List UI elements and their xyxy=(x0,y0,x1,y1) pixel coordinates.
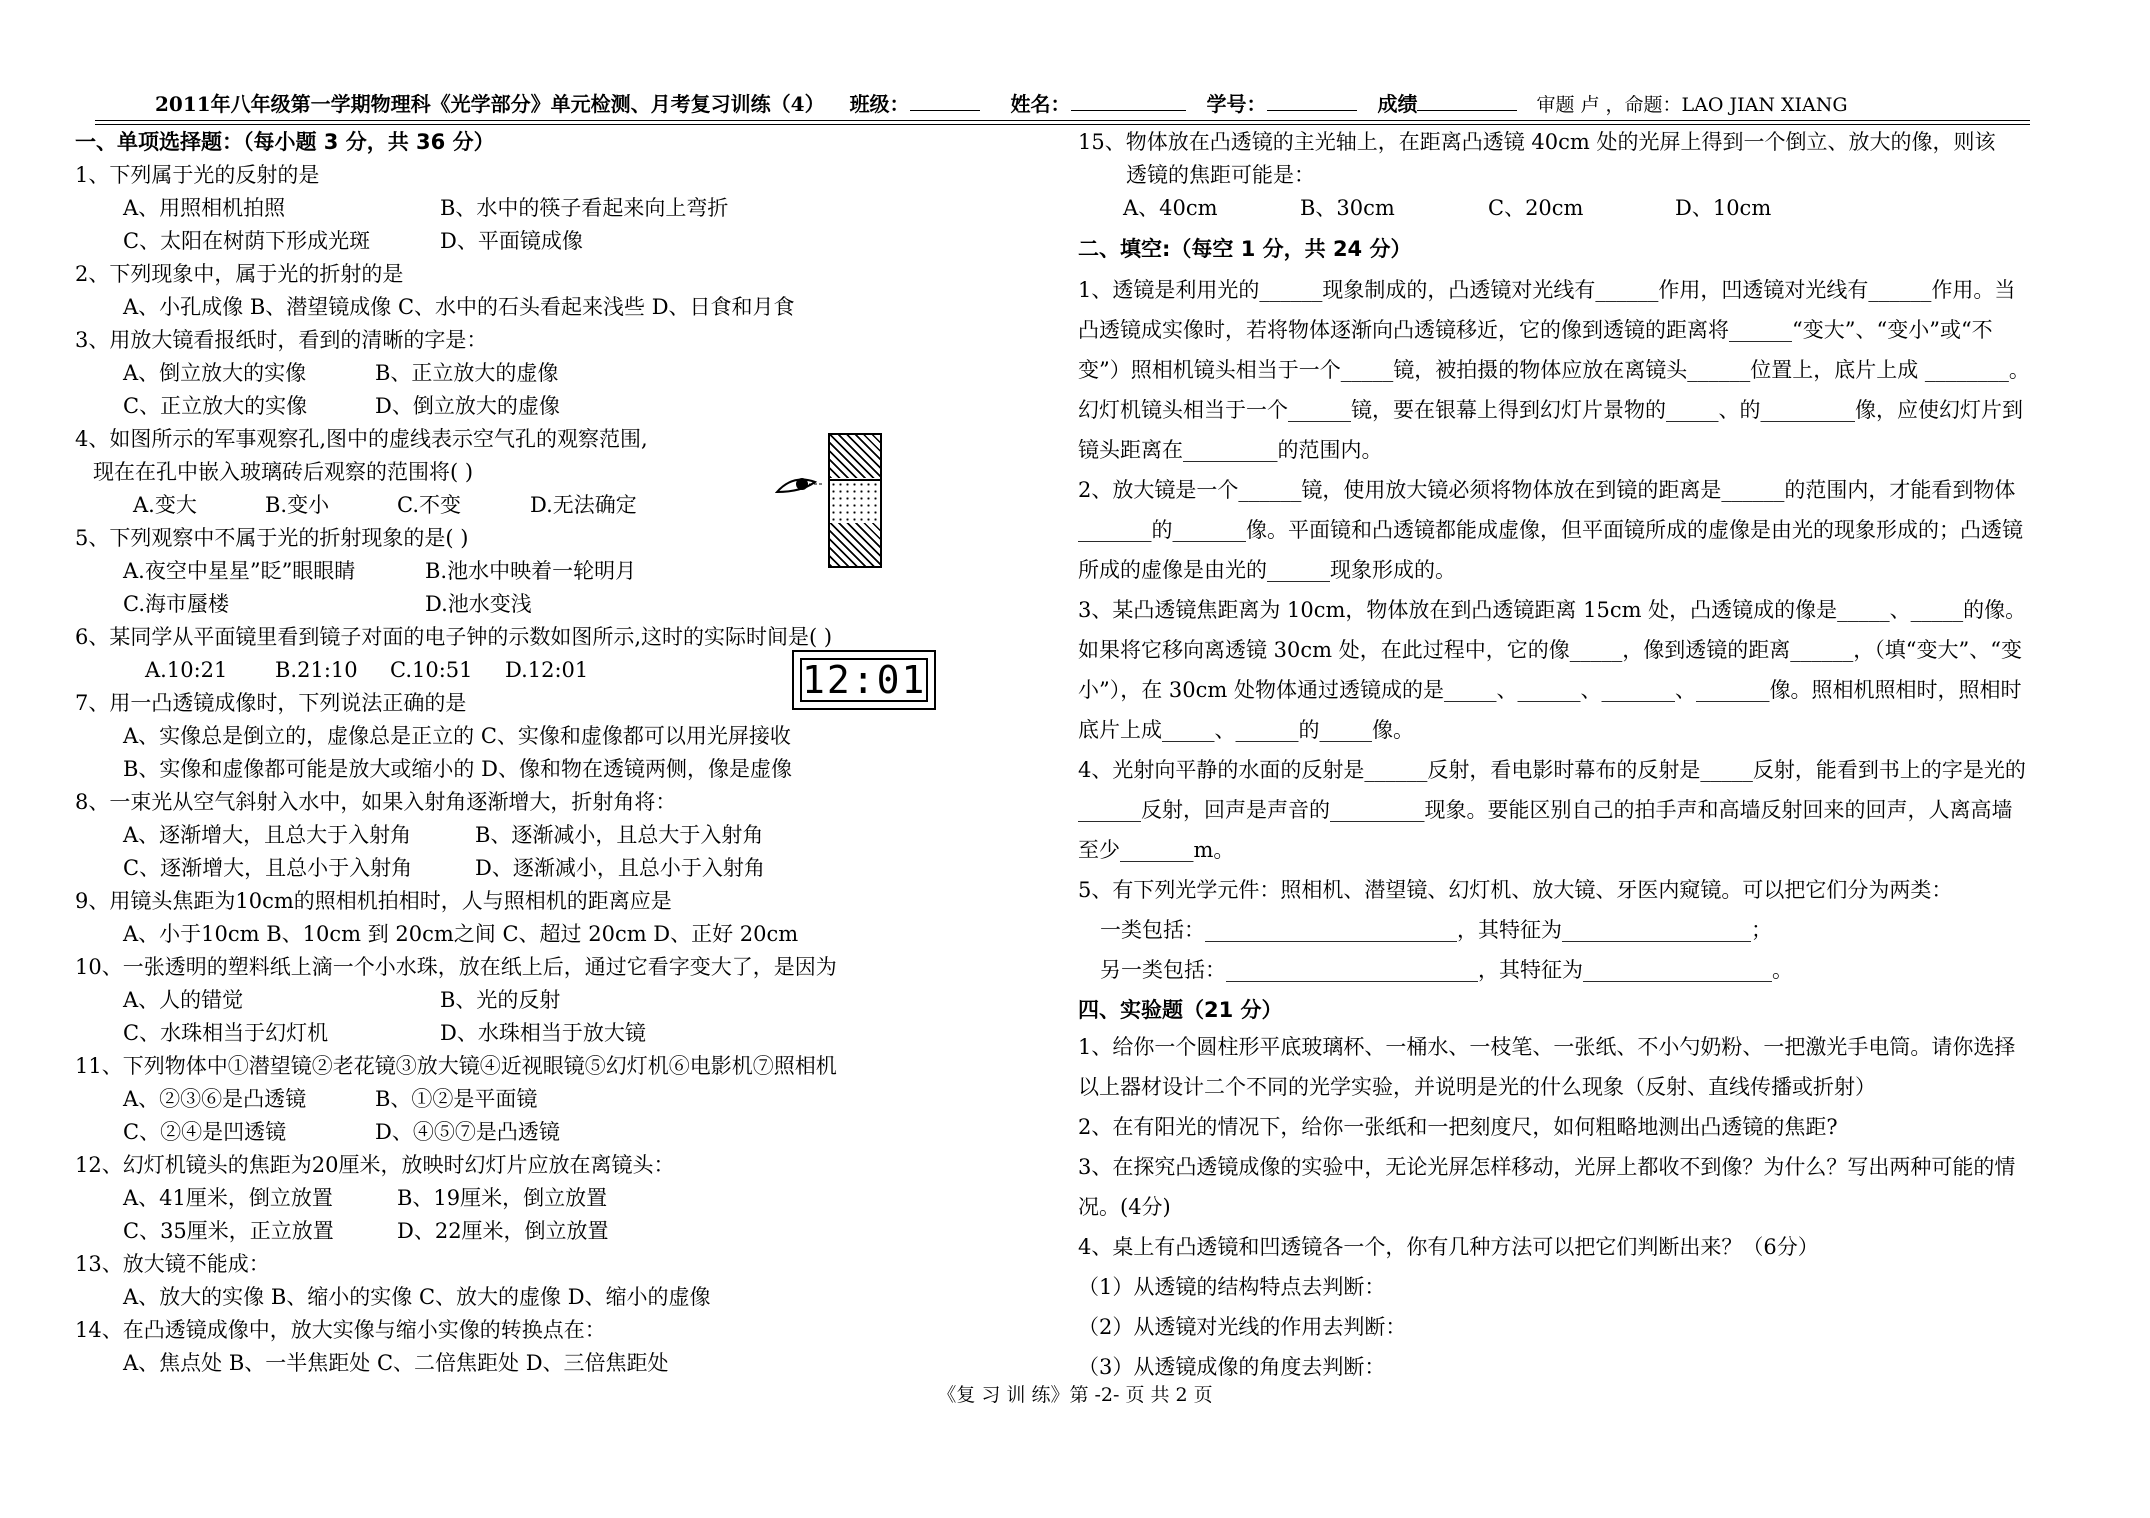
option-a: A.10:21 xyxy=(145,658,228,682)
name-label: 姓名： xyxy=(1010,92,1071,116)
question-stem: 8、一束光从空气斜射入水中，如果入射角逐渐增大，折射角将： xyxy=(75,790,677,814)
question-stem: 10、一张透明的塑料纸上滴一个小水珠，放在纸上后，通过它看字变大了，是因为 xyxy=(75,955,837,979)
experiment-question-4a: （1）从透镜的结构特点去判断： xyxy=(1078,1275,1386,1299)
option-d: D.无法确定 xyxy=(530,493,637,517)
observation-hole-figure xyxy=(828,433,882,568)
option-b: B、光的反射 xyxy=(440,988,561,1012)
question-stem: 7、用一凸透镜成像时，下列说法正确的是 xyxy=(75,691,467,715)
option-a: A、41厘米，倒立放置 xyxy=(123,1186,333,1210)
option-c: C、20cm xyxy=(1488,196,1584,220)
fill-question-4: 4、光射向平静的水面的反射是______反射，看电影时幕布的反射是_____反射，能看到书上的字是光的______反射，回声是声音的_________现象。要能区别自己的拍手声和高墙反射回来的回声，人离高墙至少_______m。 xyxy=(1078,758,2026,862)
left-column xyxy=(75,126,1060,1380)
question-stem: 9、用镜头焦距为10cm的照相机拍相时，人与照相机的距离应是 xyxy=(75,889,672,913)
header-rule-2 xyxy=(95,124,2030,125)
question-options: A、焦点处 B、一半焦距处 C、二倍焦距处 D、三倍焦距处 xyxy=(123,1351,669,1375)
option-c: C.海市蜃楼 xyxy=(123,592,229,616)
option-b: B、①②是平面镜 xyxy=(375,1087,538,1111)
fill-question-5: 5、有下列光学元件：照相机、潜望镜、幻灯机、放大镜、牙医内窥镜。可以把它们分为两类： xyxy=(1078,878,1953,902)
experiment-question-4b: （2）从透镜对光线的作用去判断： xyxy=(1078,1315,1407,1339)
clock-display: 12:01 xyxy=(802,658,927,702)
class-label: 班级： xyxy=(849,92,910,116)
option-b: B、正立放大的虚像 xyxy=(375,361,559,385)
option-b: B、30cm xyxy=(1300,196,1395,220)
question-stem: 14、在凸透镜成像中，放大实像与缩小实像的转换点在： xyxy=(75,1318,606,1342)
glass-brick xyxy=(830,479,880,525)
number-blank xyxy=(1267,88,1357,111)
fill-question-1: 1、透镜是利用光的______现象制成的，凸透镜对光线有______作用，凹透镜对光线有______作用。当凸透镜成实像时，若将物体逐渐向凸透镜移近，它的像到透镜的距离将______“变大”、“变小”或“不变”）照相机镜头相当于一个_____镜，被拍摄的物体应放在离镜头______位置上，底片上成 ________。幻灯机镜头相当于一个______镜，要在银幕上得到幻灯片景物的_____、的_________像，应使幻灯片到镜头距离在_________的范围内。 xyxy=(1078,278,2030,462)
page-footer: 《复 习 训 练》第 -2- 页 共 2 页 xyxy=(937,1384,1213,1406)
experiment-question-4c: （3）从透镜成像的角度去判断： xyxy=(1078,1355,1386,1379)
option-c: C、②④是凹透镜 xyxy=(123,1120,287,1144)
question-options: A、小孔成像 B、潜望镜成像 C、水中的石头看起来浅些 D、日食和月食 xyxy=(123,295,795,319)
section-title-fill: 二、填空:（每空 1 分，共 24 分） xyxy=(1078,237,1412,261)
experiment-question-3: 3、在探究凸透镜成像的实验中，无论光屏怎样移动，光屏上都收不到像？为什么？写出两种可能的情况。(4分) xyxy=(1078,1155,2016,1219)
option-c: C、逐渐增大，且总小于入射角 xyxy=(123,856,413,880)
option-d: D、逐渐减小，且总小于入射角 xyxy=(475,856,765,880)
question-options: A、实像总是倒立的，虚像总是正立的 C、实像和虚像都可以用光屏接收 xyxy=(123,724,791,748)
option-b: B.变小 xyxy=(265,493,330,517)
question-stem: 4、如图所示的军事观察孔,图中的虚线表示空气孔的观察范围, xyxy=(75,427,648,451)
section-title-choice: 一、单项选择题：（每小题 3 分，共 36 分） xyxy=(75,130,495,154)
option-c: C、正立放大的实像 xyxy=(123,394,308,418)
score-label: 成绩 xyxy=(1377,92,1418,116)
class-blank xyxy=(910,88,980,111)
question-stem: 3、用放大镜看报纸时，看到的清晰的字是： xyxy=(75,328,488,352)
option-a: A、逐渐增大，且总大于入射角 xyxy=(123,823,412,847)
fill-question-3: 3、某凸透镜焦距离为 10cm，物体放在到凸透镜距离 15cm 处，凸透镜成的像是_____、_____的像。如果将它移向离透镜 30cm 处，在此过程中，它的像_____，像到透镜的距离______，（填“变大”、“变小”），在 30cm 处物体通过透镜成的是_____、______、_______、_______像。照相机照相时，照相时底片上成_____、______的_____像。 xyxy=(1078,598,2027,742)
header-rule xyxy=(95,120,2030,121)
option-a: A、用照相机拍照 xyxy=(123,196,286,220)
option-d: D、倒立放大的虚像 xyxy=(375,394,560,418)
option-d: D.12:01 xyxy=(505,658,589,682)
score-blank xyxy=(1417,88,1517,111)
option-b: B.池水中映着一轮明月 xyxy=(425,559,637,583)
question-stem-cont: 现在在孔中嵌入玻璃砖后观察的范围将( ) xyxy=(93,460,474,484)
question-stem-cont: 透镜的焦距可能是： xyxy=(1126,163,1315,187)
name-blank xyxy=(1071,88,1186,111)
wall-hatch-top xyxy=(830,435,880,478)
question-options: A、小于10cm B、10cm 到 20cm之间 C、超过 20cm D、正好 20cm xyxy=(123,922,799,946)
reviewer-note: 审题 卢 ，命题：LAO JIAN XIANG xyxy=(1536,94,1848,116)
option-a: A.变大 xyxy=(133,493,197,517)
experiment-question-1: 1、给你一个圆柱形平底玻璃杯、一桶水、一枝笔、一张纸、不小勺奶粉、一把激光手电筒。请你选择以上器材设计二个不同的光学实验，并说明是光的什么现象（反射、直线传播或折射） xyxy=(1078,1035,2016,1099)
experiment-question-4: 4、桌上有凸透镜和凹透镜各一个，你有几种方法可以把它们判断出来？（6分） xyxy=(1078,1235,1819,1259)
option-d: D、水珠相当于放大镜 xyxy=(440,1021,646,1045)
question-stem: 13、放大镜不能成： xyxy=(75,1252,270,1276)
question-stem: 5、下列观察中不属于光的折射现象的是( ) xyxy=(75,526,469,550)
exam-title: 2011年八年级第一学期物理科《光学部分》单元检测、月考复习训练（4） xyxy=(155,92,825,116)
option-a: A、②③⑥是凸透镜 xyxy=(123,1087,307,1111)
fill-question-2: 2、放大镜是一个______镜，使用放大镜必须将物体放在到镜的距离是______的范围内，才能看到物体_______的_______像。平面镜和凸透镜都能成虚像，但平面镜所成的虚像是由光的现象形成的；凸透镜所成的虚像是由光的______现象形成的。 xyxy=(1078,478,2023,582)
question-stem: 2、下列现象中，属于光的折射的是 xyxy=(75,262,404,286)
eye-icon xyxy=(775,470,825,500)
question-stem: 15、物体放在凸透镜的主光轴上，在距离凸透镜 40cm 处的光屏上得到一个倒立、放大的像，则该 xyxy=(1078,130,1996,154)
exam-header xyxy=(155,88,2015,122)
fill-question-5a: 一类包括：________________________，其特征为__________________； xyxy=(1100,918,1772,942)
question-stem: 1、下列属于光的反射的是 xyxy=(75,163,320,187)
experiment-question-2: 2、在有阳光的情况下，给你一张纸和一把刻度尺，如何粗略地测出凸透镜的焦距? xyxy=(1078,1115,1838,1139)
option-c: C、水珠相当于幻灯机 xyxy=(123,1021,329,1045)
question-stem: 6、某同学从平面镜里看到镜子对面的电子钟的示数如图所示,这时的实际时间是( ) xyxy=(75,625,833,649)
option-d: D.池水变浅 xyxy=(425,592,532,616)
question-stem: 11、下列物体中①潜望镜②老花镜③放大镜④近视眼镜⑤幻灯机⑥电影机⑦照相机 xyxy=(75,1054,837,1078)
section-title-experiment: 四、实验题（21 分） xyxy=(1078,998,1283,1022)
option-c: C、太阳在树荫下形成光斑 xyxy=(123,229,371,253)
option-d: D、平面镜成像 xyxy=(440,229,583,253)
right-column xyxy=(1078,126,2033,1387)
fill-question-5b: 另一类包括：________________________，其特征为__________________。 xyxy=(1100,958,1793,982)
option-c: C、35厘米，正立放置 xyxy=(123,1219,334,1243)
option-d: D、④⑤⑦是凸透镜 xyxy=(375,1120,560,1144)
digital-clock-figure xyxy=(792,650,936,710)
question-options: A、放大的实像 B、缩小的实像 C、放大的虚像 D、缩小的虚像 xyxy=(123,1285,711,1309)
option-c: C.不变 xyxy=(397,493,461,517)
option-b: B、19厘米，倒立放置 xyxy=(397,1186,608,1210)
option-a: A.夜空中星星”眨”眼眼睛 xyxy=(123,559,356,583)
option-a: A、倒立放大的实像 xyxy=(123,361,307,385)
option-d: D、10cm xyxy=(1675,196,1772,220)
option-b: B、逐渐减小，且总大于入射角 xyxy=(475,823,764,847)
question-options: B、实像和虚像都可能是放大或缩小的 D、像和物在透镜两侧，像是虚像 xyxy=(123,757,792,781)
option-b: B.21:10 xyxy=(275,658,358,682)
option-d: D、22厘米，倒立放置 xyxy=(397,1219,609,1243)
number-label: 学号： xyxy=(1206,92,1267,116)
option-a: A、40cm xyxy=(1123,196,1218,220)
option-c: C.10:51 xyxy=(390,658,473,682)
wall-hatch-bottom xyxy=(830,523,880,566)
option-a: A、人的错觉 xyxy=(123,988,244,1012)
option-b: B、水中的筷子看起来向上弯折 xyxy=(440,196,729,220)
question-stem: 12、幻灯机镜头的焦距为20厘米，放映时幻灯片应放在离镜头： xyxy=(75,1153,675,1177)
